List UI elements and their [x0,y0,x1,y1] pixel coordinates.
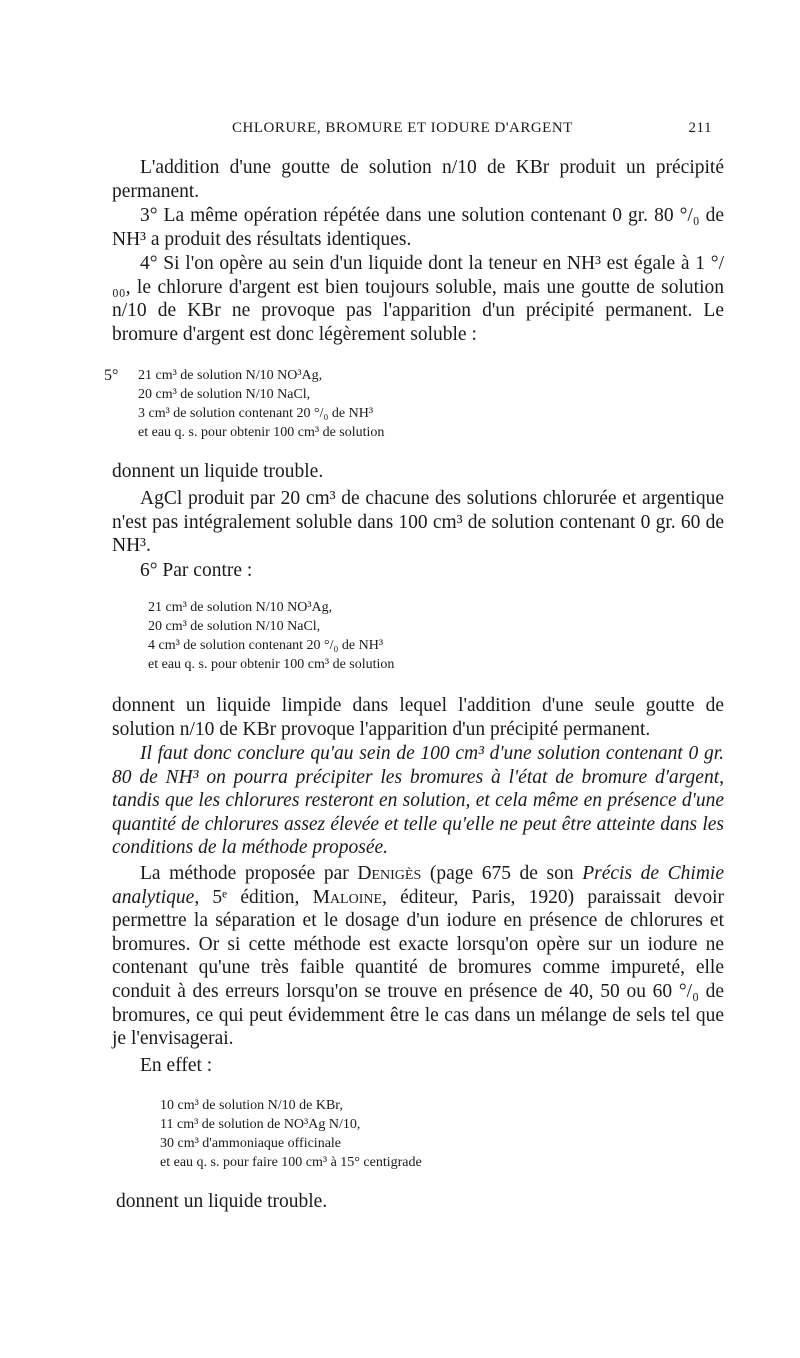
paragraph-liquide-limpide: donnent un liquide limpide dans lequel l'addition d'une seule goutte de solution n/10 de KBr provoque l'apparition d'un précipité permanent. [112,695,724,740]
paragraph-4: 4° Si l'on opère au sein d'un liquide dont la teneur en NH³ est égale à 1 °/₀₀, le chlorure d'argent est bien toujours soluble, mais une goutte de solution n/10 de KBr ne provoque pas l'apparition d'un précipité permanent. Le bromure d'argent est donc légèrement soluble : [112,253,724,345]
paragraph-6: 6° Par contre : [140,560,253,581]
recipe-7-line-4: et eau q. s. pour faire 100 cm³ à 15° centigrade [160,1155,422,1170]
author-deniges: Denigès [357,863,422,884]
recipe-5-line-3: 3 cm³ de solution contenant 20 °/₀ de NH³ [138,406,374,421]
recipe-6-line-1: 21 cm³ de solution N/10 NO³Ag, [148,600,333,615]
book-title: Précis de Chimie analytique [112,863,724,908]
recipe-6 [148,598,394,674]
deniges-text-c: , 5ᵉ édition, [194,886,313,908]
recipe-5-line-1: 21 cm³ de solution N/10 NO³Ag, [138,368,323,383]
recipe-6-line-2: 20 cm³ de solution N/10 NaCl, [148,619,321,634]
paragraph-methode-deniges [112,862,724,1051]
paragraph-3: 3° La même opération répétée dans une solution contenant 0 gr. 80 °/₀ de NH³ a produit des résultats identiques. [112,205,724,250]
recipe-5-line-2: 20 cm³ de solution N/10 NaCl, [138,387,311,402]
recipe-7-line-3: 30 cm³ d'ammoniaque officinale [160,1136,342,1151]
page-number: 211 [688,120,712,136]
recipe-7 [160,1096,422,1172]
deniges-text-d: , éditeur, Paris, 1920) paraissait devoir permettre la séparation et le dosage d'un iodure en présence de chlorures et bromures. Or si cette méthode est exacte lorsqu'on opère sur un iodure ne contenant qu'une très faible quantité de bromures comme impureté, elle conduit à des erreurs lorsqu'on se trouve en présence de 40, 50 ou 60 °/₀ de bromures, ce qui peut évidemment être le cas dans un mélange de sels tel que je l'envisagerai. [112,886,724,1050]
recipe-5 [104,366,385,442]
paragraph-liquide-trouble-2: donnent un liquide trouble. [116,1191,328,1212]
deniges-text-b: (page 675 de son [421,863,583,884]
deniges-text-a: La méthode proposée par [140,863,358,884]
paragraph-conclusion: Il faut donc conclure qu'au sein de 100 cm³ d'une solution contenant 0 gr. 80 de NH³ on pourra précipiter les bromures à l'état de bromure d'argent, tandis que les chlorures resteront en solution, et cela même en présence d'une quantité de chlorures assez élevée et telle qu'elle ne peut être atteinte dans les conditions de la méthode proposée. [112,743,724,859]
paragraph-liquide-trouble-1: donnent un liquide trouble. [112,461,324,482]
running-title: CHLORURE, BROMURE ET IODURE D'ARGENT [232,120,573,136]
recipe-6-line-4: et eau q. s. pour obtenir 100 cm³ de solution [148,657,395,672]
running-header [112,120,712,146]
paragraph-agcl: AgCl produit par 20 cm³ de chacune des solutions chlorurée et argentique n'est pas intégralement soluble dans 100 cm³ de solution contenant 0 gr. 60 de NH³. [112,488,724,557]
recipe-5-number: 5° [104,367,119,384]
paragraph-addition-kbr: L'addition d'une goutte de solution n/10 de KBr produit un précipité permanent. [112,157,724,202]
recipe-7-line-2: 11 cm³ de solution de NO³Ag N/10, [160,1117,361,1132]
publisher-maloine: Maloine [312,886,383,908]
recipe-6-line-3: 4 cm³ de solution contenant 20 °/₀ de NH³ [148,638,384,653]
recipe-5-line-4: et eau q. s. pour obtenir 100 cm³ de solution [138,425,385,440]
recipe-7-line-1: 10 cm³ de solution N/10 de KBr, [160,1098,343,1113]
paragraph-en-effet: En effet : [140,1055,213,1076]
